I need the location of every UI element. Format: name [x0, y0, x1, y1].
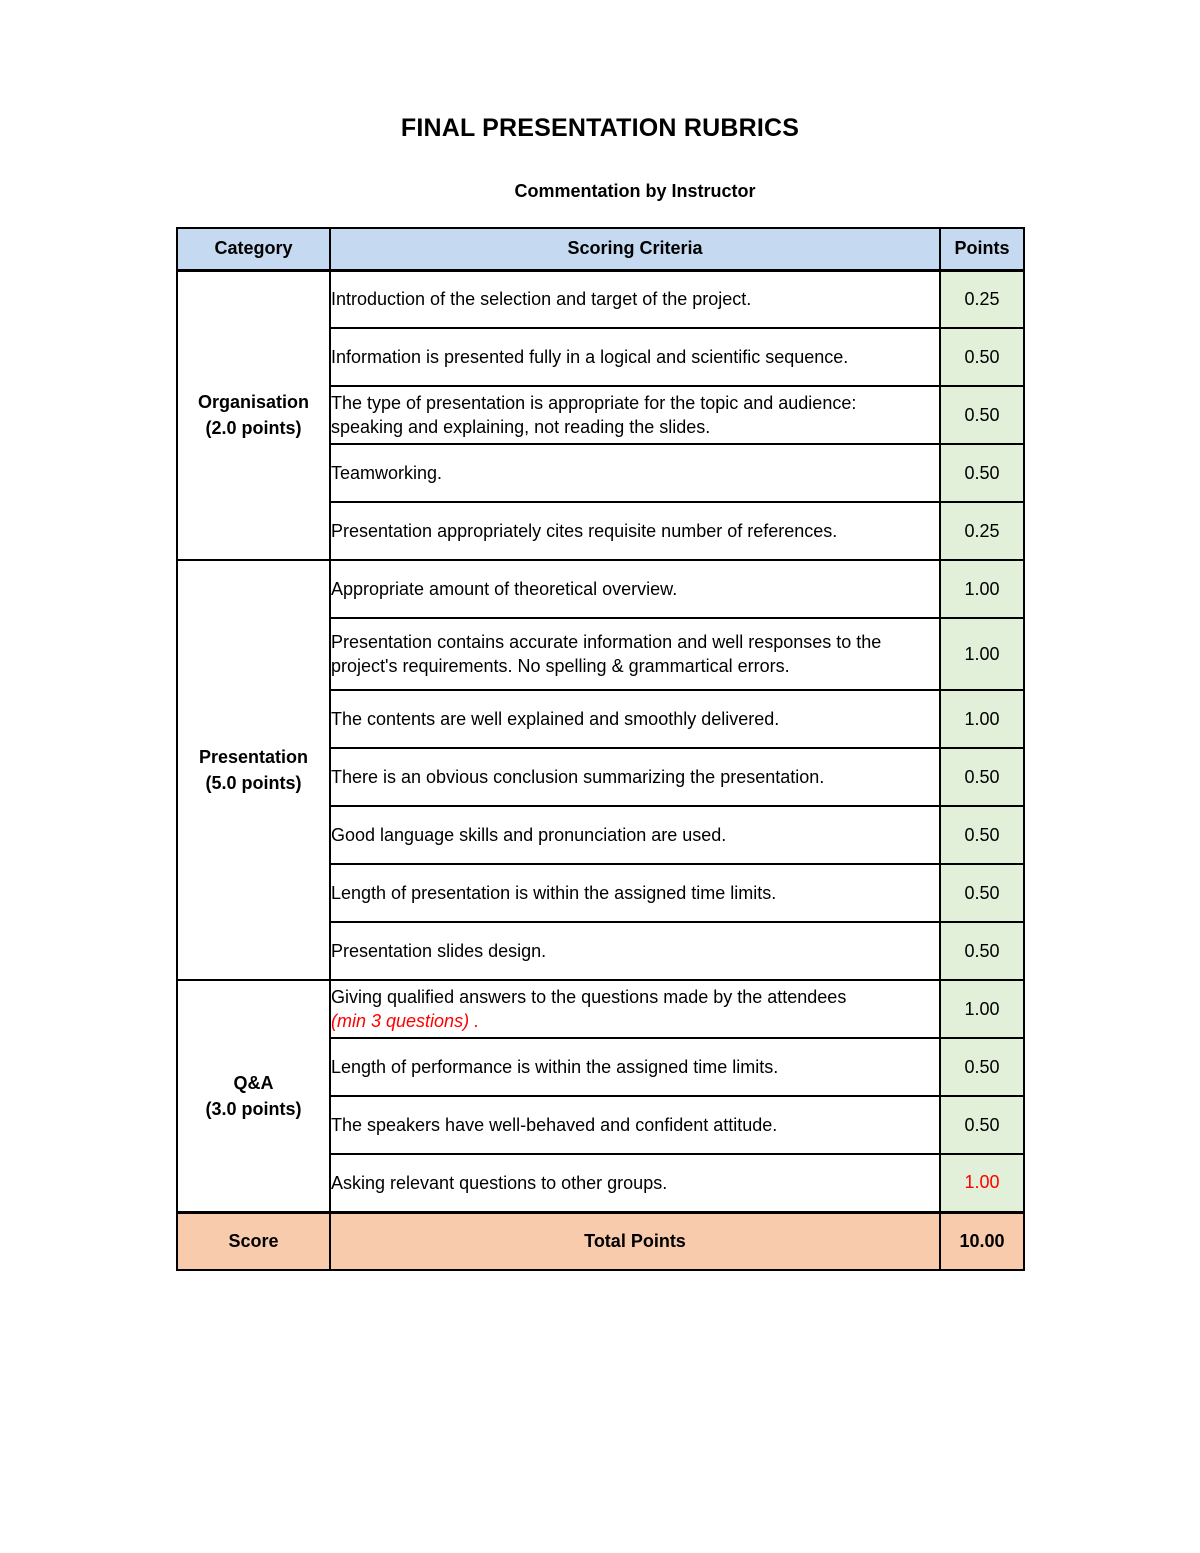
points-cell: 0.50	[940, 922, 1024, 980]
table-row	[177, 270, 1024, 328]
criteria-note-suffix: .	[469, 1011, 480, 1031]
page-title: FINAL PRESENTATION RUBRICS	[400, 114, 800, 142]
category-organisation	[177, 270, 330, 560]
category-name: Organisation	[197, 392, 309, 413]
total-label: Score	[177, 1212, 330, 1270]
criteria-cell: Asking relevant questions to other groups.	[330, 1154, 940, 1212]
total-criteria: Total Points	[330, 1212, 940, 1270]
page-subtitle: Commentation by Instructor	[514, 181, 756, 201]
points-cell: 0.50	[940, 444, 1024, 502]
criteria-note: (min 3 questions)	[331, 1011, 470, 1031]
header-points: Points	[940, 228, 1024, 270]
points-cell: 1.00	[940, 980, 1024, 1038]
criteria-cell: Length of presentation is within the assigned time limits.	[330, 864, 940, 922]
points-cell: 0.50	[940, 864, 1024, 922]
category-points: (5.0 points)	[205, 773, 302, 793]
criteria-cell: Introduction of the selection and target of the project.	[330, 270, 940, 328]
criteria-line: Presentation contains accurate information and well responses to the	[331, 632, 882, 652]
points-cell: 1.00	[940, 690, 1024, 748]
header-category: Category	[177, 228, 330, 270]
criteria-line: The type of presentation is appropriate for the topic and audience:	[331, 393, 857, 413]
category-points: (2.0 points)	[205, 418, 302, 439]
criteria-cell: There is an obvious conclusion summarizing the presentation.	[330, 748, 940, 806]
total-points: 10.00	[940, 1212, 1024, 1270]
points-cell: 0.25	[940, 502, 1024, 560]
criteria-cell: Information is presented fully in a logical and scientific sequence.	[330, 328, 940, 386]
category-presentation	[177, 560, 330, 980]
table-row	[177, 980, 1024, 1038]
criteria-cell: Teamworking.	[330, 444, 940, 502]
points-cell: 0.50	[940, 1038, 1024, 1096]
table-row	[177, 560, 1024, 618]
criteria-line: speaking and explaining, not reading the slides.	[331, 417, 711, 437]
category-qa	[177, 980, 330, 1212]
criteria-cell: Presentation slides design.	[330, 922, 940, 980]
criteria-cell: Appropriate amount of theoretical overview.	[330, 560, 940, 618]
table-header-row	[177, 228, 1024, 270]
criteria-cell	[330, 386, 940, 444]
criteria-cell: Length of performance is within the assigned time limits.	[330, 1038, 940, 1096]
criteria-line: Giving qualified answers to the questions made by the attendees	[331, 987, 847, 1007]
points-cell: 0.50	[940, 328, 1024, 386]
points-cell: 0.50	[940, 1096, 1024, 1154]
points-cell: 0.25	[940, 270, 1024, 328]
points-cell: 0.50	[940, 748, 1024, 806]
points-cell: 0.50	[940, 806, 1024, 864]
category-points: (3.0 points)	[205, 1098, 302, 1119]
points-cell: 1.00	[940, 1154, 1024, 1212]
criteria-cell: Presentation appropriately cites requisite number of references.	[330, 502, 940, 560]
rubric-table	[176, 227, 1025, 1271]
points-cell: 0.50	[940, 386, 1024, 444]
criteria-line: project's requirements. No spelling & grammartical errors.	[331, 656, 790, 676]
header-criteria: Scoring Criteria	[330, 228, 940, 270]
criteria-cell	[330, 980, 940, 1038]
criteria-cell	[330, 618, 940, 690]
points-cell: 1.00	[940, 618, 1024, 690]
points-cell: 1.00	[940, 560, 1024, 618]
criteria-cell: Good language skills and pronunciation are used.	[330, 806, 940, 864]
total-row	[177, 1212, 1024, 1270]
category-name: Q&A	[233, 1072, 274, 1093]
criteria-cell: The contents are well explained and smoothly delivered.	[330, 690, 940, 748]
category-name: Presentation	[198, 747, 309, 767]
criteria-cell: The speakers have well-behaved and confident attitude.	[330, 1096, 940, 1154]
